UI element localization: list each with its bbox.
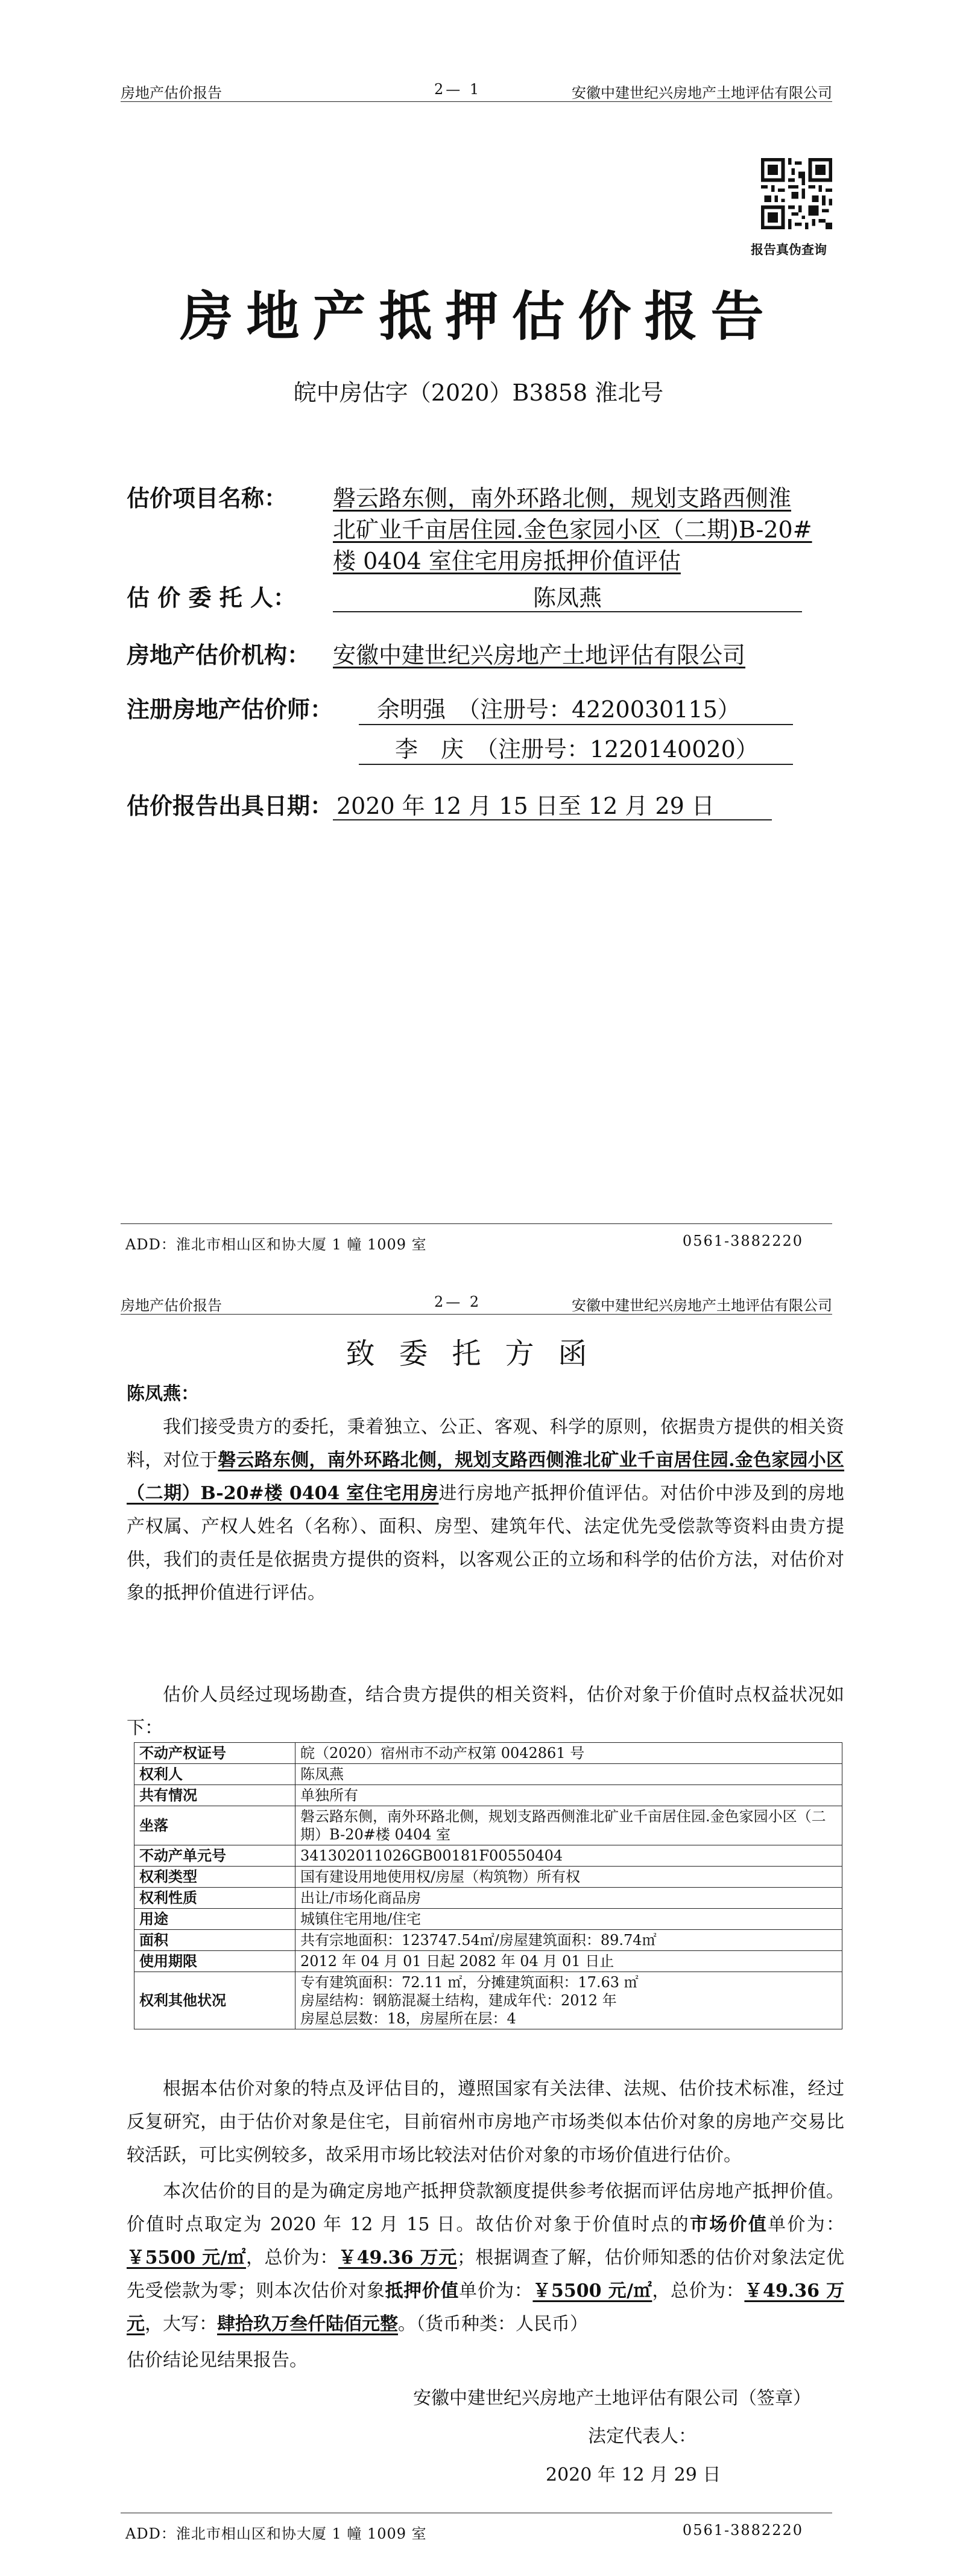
paragraph-1 (127, 1410, 844, 1610)
page-footer (121, 1223, 832, 1254)
field-value (333, 582, 802, 612)
page-footer (121, 2513, 832, 2543)
field-date (127, 790, 832, 822)
field-project-name (127, 483, 832, 579)
table-key: 权利性质 (134, 1888, 295, 1909)
text: 我们接受贵方的委托，秉着独立、公正、客观、科学的原则，依据贵方提供的相关资料，对位于 (127, 1416, 844, 1471)
header-page-number: 2— 1 (434, 81, 482, 98)
footer-address: ADD：淮北市相山区和协大厦 1 幢 1009 室 (125, 2525, 427, 2542)
table-key: 权利类型 (134, 1867, 295, 1888)
qr-code-icon[interactable] (761, 158, 832, 229)
field-value: 安徽中建世纪兴房地产土地评估有限公司 (333, 642, 746, 668)
text: 进行房地产抵押价值评估。对估价中涉及到的房地产权属、产权人姓名（名称）、面积、房型、建筑年代、法定优先受偿款等资料由贵方提供，我们的责任是依据贵方提供的资料，以客观公正的立场和科学的估价方法，对估价对象的抵押价值进行评估。 (127, 1483, 844, 1604)
footer-address: ADD：淮北市相山区和协大厦 1 幢 1009 室 (125, 1236, 427, 1253)
field-value: 2020 年 12 月 15 日至 12 月 29 日 (333, 790, 772, 820)
project-line-3: 楼 0404 室住宅用房抵押价值评估 (333, 548, 681, 574)
table-key: 不动产单元号 (134, 1845, 295, 1867)
project-line-2: 北矿业千亩居住园.金色家园小区（二期)B-20# (333, 516, 812, 543)
header-report-type: 房地产估价报告 (121, 84, 222, 101)
qr-caption: 报告真伪查询 (751, 242, 827, 257)
table-key: 使用期限 (134, 1951, 295, 1972)
header-page-number: 2— 2 (434, 1293, 482, 1310)
table-value: 共有宗地面积：123747.54㎡/房屋建筑面积：89.74㎡ (295, 1930, 842, 1951)
table-row (134, 1845, 842, 1867)
table-value: 皖（2020）宿州市不动产权第 0042861 号 (295, 1743, 842, 1764)
paragraph-5: 估价结论见结果报告。 (127, 2350, 308, 2371)
header-company: 安徽中建世纪兴房地产土地评估有限公司 (572, 84, 832, 101)
table-value: 磐云路东侧，南外环路北侧，规划支路西侧淮北矿业千亩居住园.金色家园小区（二期）B-20#楼 0404 室 (295, 1806, 842, 1845)
field-label: 房地产估价机构： (127, 641, 311, 668)
page-header (121, 77, 832, 102)
field-agency (127, 639, 832, 671)
field-client (127, 582, 832, 614)
footer-phone: 0561-3882220 (682, 1232, 803, 1249)
table-row (134, 1806, 842, 1845)
text: 本次估价的目的是为确定房地产抵押贷款额度提供参考依据而评估房地产抵押价值。价值时点取定为 2020 年 12 月 15 日。故估价对象于价值时点的 (127, 2181, 844, 2235)
table-key: 权利其他状况 (134, 1972, 295, 2029)
table-row (134, 1888, 842, 1909)
page-header (121, 1290, 832, 1315)
text: 。（货币种类：人民币） (398, 2314, 588, 2335)
table-value: 陈凤燕 (295, 1764, 842, 1785)
paragraph-2: 估价人员经过现场勘查，结合贵方提供的相关资料，估价对象于价值时点权益状况如下： (127, 1684, 844, 1739)
rights-table-body (134, 1743, 842, 1972)
table-row (134, 1951, 842, 1972)
field-value (333, 483, 812, 577)
table-key: 共有情况 (134, 1785, 295, 1806)
report-title: 房地产抵押估价报告 (180, 285, 777, 347)
text: 单价为： (768, 2214, 845, 2235)
table-value: 出让/市场化商品房 (295, 1888, 842, 1909)
header-company: 安徽中建世纪兴房地产土地评估有限公司 (572, 1297, 832, 1314)
table-row (134, 1867, 842, 1888)
other-line: 房屋总层数：18，房屋所在层：4 (300, 2010, 516, 2027)
table-key: 不动产权证号 (134, 1743, 295, 1764)
total-price: ￥49.36 万元 (127, 2280, 845, 2335)
unit-price: ￥5500 元/㎡ (532, 2280, 652, 2302)
table-value: 341302011026GB00181F00550404 (295, 1845, 842, 1867)
unit-price: ￥5500 元/㎡ (127, 2247, 246, 2268)
field-label: 估 价 委 托 人： (127, 584, 296, 611)
table-row (134, 1785, 842, 1806)
signature-representative: 法定代表人： (588, 2426, 696, 2447)
field-label: 估价项目名称： (127, 484, 288, 512)
table-row (134, 1743, 842, 1764)
table-key: 面积 (134, 1930, 295, 1951)
total-price: ￥49.36 万元 (338, 2247, 457, 2268)
field-label: 估价报告出具日期： (127, 792, 333, 819)
field-appraiser (127, 694, 832, 766)
text: ；根据调查了解，估价师知悉的估价对象法定优先受偿款为零；则本次估价对象 (127, 2247, 845, 2302)
cover-page (0, 0, 957, 1273)
rights-table (134, 1742, 842, 2029)
amount-in-words: 肆拾玖万叁仟陆佰元整 (217, 2314, 398, 2335)
paragraph-3: 根据本估价对象的特点及评估目的，遵照国家有关法律、法规、估价技术标准，经过反复研究，由于估价对象是住宅，目前宿州市房地产市场类似本估价对象的房地产交易比较活跃，可比实例较多，故采用市场比较法对估价对象的市场价值进行估价。 (127, 2078, 844, 2166)
text: ，总价为： (652, 2280, 745, 2302)
paragraph-4 (127, 2175, 844, 2341)
signature-date: 2020 年 12 月 29 日 (546, 2464, 721, 2486)
text: ，总价为： (245, 2247, 338, 2268)
salutation: 陈凤燕： (127, 1383, 199, 1404)
signature-company: 安徽中建世纪兴房地产土地评估有限公司（签章） (413, 2388, 811, 2409)
table-key: 用途 (134, 1909, 295, 1930)
header-report-type: 房地产估价报告 (121, 1297, 222, 1314)
other-line: 专有建筑面积：72.11 ㎡，分摊建筑面积：17.63 ㎡ (300, 1974, 639, 1991)
footer-phone: 0561-3882220 (682, 2522, 803, 2539)
table-row (134, 1930, 842, 1951)
table-value (295, 1972, 842, 2029)
table-value: 城镇住宅用地/住宅 (295, 1909, 842, 1930)
text: 单价为： (458, 2280, 533, 2302)
other-line: 房屋结构：钢筋混凝土结构，建成年代：2012 年 (300, 1992, 617, 2009)
table-row (134, 1764, 842, 1785)
field-value (359, 694, 793, 765)
table-row (134, 1909, 842, 1930)
table-row (134, 1972, 842, 2029)
appraiser-2: 李 庆 （注册号：1220140020） (359, 734, 793, 765)
text: 抵押价值 (385, 2280, 459, 2302)
property-location: 磐云路东侧，南外环路北侧，规划支路西侧淮北矿业千亩居住园.金色家园小区（二期）B-20#楼 0404 室住宅用房 (127, 1450, 845, 1504)
client-name: 陈凤燕 (532, 585, 602, 611)
project-line-1: 磐云路东侧，南外环路北侧，规划支路西侧淮 (333, 485, 792, 512)
table-key: 权利人 (134, 1764, 295, 1785)
document-number: 皖中房估字（2020）B3858 淮北号 (293, 379, 664, 406)
table-value: 2012 年 04 月 01 日起 2082 年 04 月 01 日止 (295, 1951, 842, 1972)
field-label: 注册房地产估价师： (127, 696, 333, 723)
table-key: 坐落 (134, 1806, 295, 1845)
table-value: 单独所有 (295, 1785, 842, 1806)
text: 市场价值 (689, 2214, 768, 2235)
appraiser-1: 余明强 （注册号：4220030115） (359, 694, 793, 725)
table-value: 国有建设用地使用权/房屋（构筑物）所有权 (295, 1867, 842, 1888)
letter-page (0, 1273, 957, 2576)
letter-title: 致委托方函 (346, 1337, 611, 1371)
text: ，大写： (145, 2314, 217, 2335)
